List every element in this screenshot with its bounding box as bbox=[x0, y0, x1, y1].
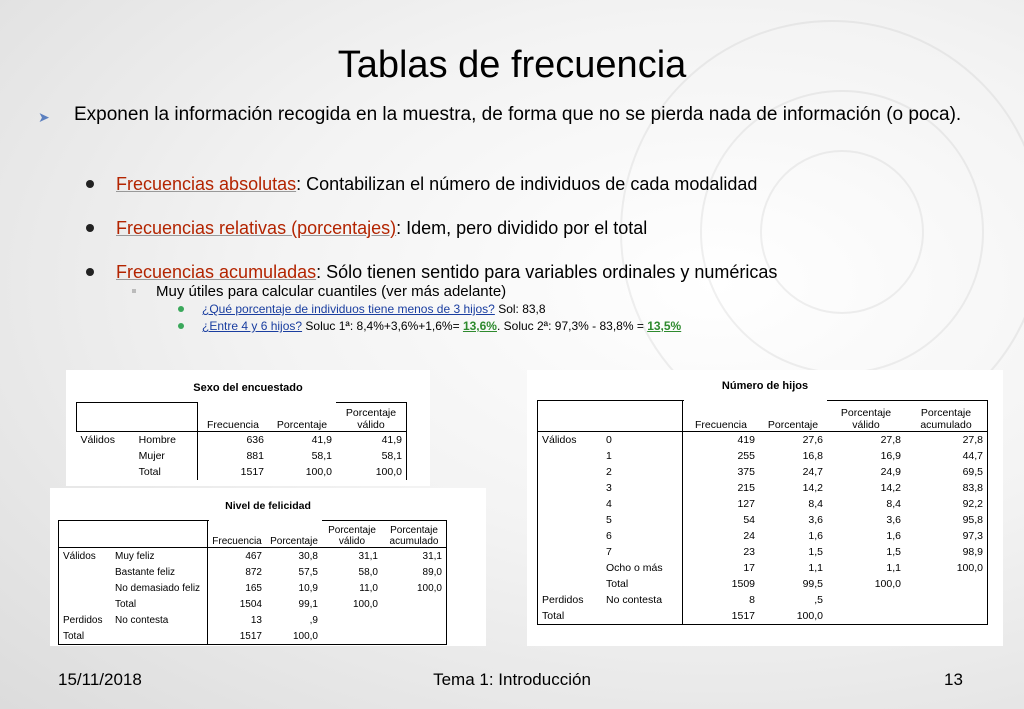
cell: 58,1 bbox=[311, 450, 332, 462]
cell: 27,8 bbox=[905, 432, 988, 448]
table-row bbox=[59, 548, 447, 564]
cell: 1509 bbox=[731, 578, 755, 590]
cell: 17 bbox=[743, 562, 755, 574]
cell: 24,7 bbox=[802, 466, 823, 478]
col-header: Porcentaje bbox=[328, 525, 376, 536]
table-caption: Sexo del encuestado bbox=[193, 382, 303, 394]
cell: 8,4 bbox=[886, 498, 901, 510]
item-description: : Contabilizan el número de individuos de cada modalidad bbox=[296, 174, 758, 194]
row-label: 7 bbox=[602, 544, 683, 560]
cell: 14,2 bbox=[802, 482, 823, 494]
cell: 10,9 bbox=[298, 582, 318, 594]
col-header: Porcentaje bbox=[390, 525, 438, 536]
cell: 57,5 bbox=[298, 566, 318, 578]
term-acumuladas: Frecuencias acumuladas bbox=[116, 262, 317, 282]
main-bullet-text: Exponen la información recogida en la muestra, de forma que no se pierda nada de información (o poca). bbox=[74, 104, 962, 125]
row-label: Ocho o más bbox=[602, 560, 683, 576]
cell: 16,9 bbox=[880, 450, 901, 462]
col-header: acumulado bbox=[389, 536, 439, 547]
item-description: : Idem, pero dividido por el total bbox=[396, 218, 648, 238]
slide-title: Tablas de frecuencia bbox=[337, 44, 687, 86]
cell: 255 bbox=[737, 450, 755, 462]
cell: 99,1 bbox=[298, 598, 318, 610]
result-2: 13,5% bbox=[647, 319, 682, 333]
col-header: Porcentaje bbox=[268, 403, 336, 432]
cell: 375 bbox=[737, 466, 755, 478]
table-row bbox=[538, 496, 988, 512]
table-row bbox=[538, 592, 988, 608]
cell: 27,8 bbox=[880, 434, 901, 446]
question-1 bbox=[178, 302, 546, 316]
cell bbox=[905, 608, 988, 625]
table-row bbox=[538, 560, 988, 576]
cell: 419 bbox=[737, 434, 755, 446]
row-group bbox=[538, 448, 603, 464]
page-number: 13 bbox=[944, 670, 963, 689]
col-header: acumulado bbox=[920, 419, 972, 431]
cell: 14,2 bbox=[880, 482, 901, 494]
row-label: Total bbox=[135, 464, 198, 480]
row-label: Muy feliz bbox=[111, 548, 208, 564]
cell: 24 bbox=[743, 530, 755, 542]
cell: 44,7 bbox=[905, 448, 988, 464]
cell: 89,0 bbox=[382, 564, 447, 580]
cell: 100,0 bbox=[874, 578, 901, 590]
result-1: 13,6% bbox=[462, 319, 497, 333]
cell: 27,6 bbox=[802, 434, 823, 446]
cell: 3,6 bbox=[808, 514, 823, 526]
row-group: Válidos bbox=[80, 434, 115, 446]
table-row bbox=[538, 432, 988, 448]
cell bbox=[382, 612, 447, 628]
cell bbox=[827, 592, 905, 608]
cell: 1517 bbox=[683, 608, 760, 625]
cell: 31,1 bbox=[358, 550, 378, 562]
row-group bbox=[538, 544, 603, 560]
arrow-bullet-icon: ➤ bbox=[38, 109, 50, 125]
green-bullet-icon bbox=[178, 323, 184, 329]
main-bullet bbox=[38, 104, 998, 126]
cell: 636 bbox=[246, 434, 264, 446]
footer-center: Tema 1: Introducción bbox=[433, 670, 591, 689]
cell bbox=[905, 576, 988, 592]
row-label: Hombre bbox=[135, 432, 198, 449]
row-label: 3 bbox=[602, 480, 683, 496]
row-group bbox=[538, 464, 603, 480]
col-header: Frecuencia bbox=[208, 521, 267, 548]
cell: 11,0 bbox=[359, 582, 378, 594]
col-header: Frecuencia bbox=[683, 401, 760, 432]
col-header: válido bbox=[338, 536, 366, 547]
sub-bullet-text: Muy útiles para calcular cuantiles (ver más adelante) bbox=[156, 283, 507, 300]
answer-text: . Soluc 2ª: 97,3% - 83,8% = bbox=[496, 319, 648, 333]
col-header: válido bbox=[852, 419, 880, 431]
cell: 1504 bbox=[239, 598, 262, 610]
table-row bbox=[538, 512, 988, 528]
cell bbox=[382, 628, 447, 645]
cell: 92,2 bbox=[905, 496, 988, 512]
col-header: Porcentaje bbox=[345, 407, 397, 419]
cell: 1517 bbox=[208, 628, 267, 645]
cell: 58,1 bbox=[336, 448, 407, 464]
row-label: 5 bbox=[602, 512, 683, 528]
row-group bbox=[59, 564, 112, 580]
cell: 100,0 bbox=[266, 628, 322, 645]
cell: 99,5 bbox=[802, 578, 823, 590]
footer-date: 15/11/2018 bbox=[58, 670, 142, 689]
row-label: No contesta bbox=[111, 612, 208, 628]
cell: 100,0 bbox=[305, 466, 332, 478]
cell: 1,5 bbox=[886, 546, 901, 558]
item-description: : Sólo tienen sentido para variables ordinales y numéricas bbox=[316, 262, 778, 282]
cell: 24,9 bbox=[880, 466, 901, 478]
row-group: Total bbox=[59, 628, 112, 645]
cell bbox=[827, 608, 905, 625]
table-row bbox=[538, 464, 988, 480]
cell: 41,9 bbox=[336, 432, 407, 449]
table-row bbox=[59, 612, 447, 628]
row-label: Total bbox=[602, 576, 683, 592]
table-hijos bbox=[527, 370, 1003, 646]
row-label: 4 bbox=[602, 496, 683, 512]
table-row bbox=[538, 608, 988, 625]
cell: 16,8 bbox=[802, 450, 823, 462]
cell: 97,3 bbox=[905, 528, 988, 544]
table-row bbox=[59, 580, 447, 596]
cell: 1517 bbox=[240, 466, 264, 478]
question-text: ¿Entre 4 y 6 hijos? bbox=[202, 319, 303, 333]
table-row bbox=[59, 628, 447, 645]
row-group: Perdidos bbox=[59, 612, 112, 628]
cell: 30,8 bbox=[298, 550, 318, 562]
cell: 100,0 bbox=[759, 608, 827, 625]
row-label: 2 bbox=[602, 464, 683, 480]
row-group: Válidos bbox=[538, 432, 603, 448]
cell: 54 bbox=[743, 514, 755, 526]
cell: 1,6 bbox=[808, 530, 823, 542]
cell: 467 bbox=[245, 550, 262, 562]
row-group: Válidos bbox=[59, 548, 112, 564]
bullet-dot-icon bbox=[86, 224, 94, 232]
table-row bbox=[59, 596, 447, 612]
cell: 41,9 bbox=[311, 434, 332, 446]
cell: 1,5 bbox=[808, 546, 823, 558]
table-caption: Número de hijos bbox=[721, 380, 809, 392]
cell: 31,1 bbox=[382, 548, 447, 564]
term-absolutas: Frecuencias absolutas bbox=[116, 174, 297, 194]
cell: 3,6 bbox=[886, 514, 901, 526]
row-label: 6 bbox=[602, 528, 683, 544]
row-group: Total bbox=[538, 608, 603, 625]
cell: 872 bbox=[245, 566, 262, 578]
row-group bbox=[538, 512, 603, 528]
cell: 881 bbox=[246, 450, 264, 462]
table-felicidad bbox=[50, 488, 486, 646]
cell: 165 bbox=[245, 582, 262, 594]
cell: ,5 bbox=[814, 594, 823, 606]
cell: 100,0 bbox=[382, 580, 447, 596]
cell: ,9 bbox=[309, 614, 318, 626]
table-row bbox=[538, 480, 988, 496]
cell bbox=[905, 592, 988, 608]
cell: 69,5 bbox=[905, 464, 988, 480]
table-row bbox=[59, 564, 447, 580]
row-group bbox=[538, 576, 603, 592]
cell: 8,4 bbox=[808, 498, 823, 510]
table-row bbox=[538, 544, 988, 560]
row-label: Bastante feliz bbox=[111, 564, 208, 580]
row-label: Total bbox=[111, 596, 208, 612]
cell: 13 bbox=[250, 614, 262, 626]
col-header: Porcentaje bbox=[759, 401, 827, 432]
question-2 bbox=[178, 319, 681, 333]
cell: 95,8 bbox=[905, 512, 988, 528]
row-label bbox=[602, 608, 683, 625]
row-group bbox=[59, 580, 112, 596]
table-row bbox=[538, 528, 988, 544]
col-header: Porcentaje bbox=[840, 407, 892, 419]
list-item bbox=[86, 262, 777, 283]
cell bbox=[322, 612, 382, 628]
table-row bbox=[538, 448, 988, 464]
row-group bbox=[538, 480, 603, 496]
table-row bbox=[77, 464, 407, 480]
cell: 1,1 bbox=[808, 562, 823, 574]
table-row bbox=[538, 576, 988, 592]
table-sexo bbox=[66, 370, 430, 486]
cell: 58,0 bbox=[358, 566, 378, 578]
row-label bbox=[111, 628, 208, 645]
table-row bbox=[77, 432, 407, 449]
col-header: Porcentaje bbox=[266, 521, 322, 548]
question-text: ¿Qué porcentaje de individuos tiene menos de 3 hijos? bbox=[202, 302, 495, 316]
row-label: Mujer bbox=[135, 448, 198, 464]
cell: 98,9 bbox=[905, 544, 988, 560]
row-group bbox=[59, 596, 112, 612]
cell bbox=[322, 628, 382, 645]
table-caption: Nivel de felicidad bbox=[225, 500, 311, 512]
cell bbox=[382, 596, 447, 612]
bullet-dot-icon bbox=[86, 180, 94, 188]
row-label: No contesta bbox=[602, 592, 683, 608]
cell: 8 bbox=[749, 594, 755, 606]
row-label: 0 bbox=[602, 432, 683, 448]
answer-text: Soluc 1ª: 8,4%+3,6%+1,6%= bbox=[302, 319, 463, 333]
cell: 100,0 bbox=[352, 598, 378, 610]
table-row bbox=[77, 448, 407, 464]
cell: 215 bbox=[737, 482, 755, 494]
answer-text: Sol: 83,8 bbox=[494, 302, 546, 316]
bullet-dot-icon bbox=[86, 268, 94, 276]
row-group bbox=[538, 528, 603, 544]
row-group bbox=[538, 496, 603, 512]
col-header: Porcentaje bbox=[920, 407, 972, 419]
cell: 127 bbox=[737, 498, 755, 510]
row-group bbox=[538, 560, 603, 576]
col-header: Frecuencia bbox=[198, 403, 269, 432]
background-swirl bbox=[760, 150, 924, 314]
cell: 1,6 bbox=[886, 530, 901, 542]
cell: 23 bbox=[743, 546, 755, 558]
row-label: 1 bbox=[602, 448, 683, 464]
row-label: No demasiado feliz bbox=[111, 580, 208, 596]
green-bullet-icon bbox=[178, 306, 184, 312]
list-item bbox=[86, 218, 647, 239]
cell: 100,0 bbox=[905, 560, 988, 576]
list-item bbox=[86, 174, 757, 195]
cell: 1,1 bbox=[886, 562, 901, 574]
square-bullet-icon bbox=[132, 289, 136, 293]
cell: 100,0 bbox=[336, 464, 407, 480]
row-group: Perdidos bbox=[538, 592, 603, 608]
col-header: válido bbox=[357, 419, 385, 431]
term-relativas: Frecuencias relativas (porcentajes) bbox=[116, 218, 397, 238]
cell: 83,8 bbox=[905, 480, 988, 496]
sub-bullet bbox=[132, 283, 506, 300]
